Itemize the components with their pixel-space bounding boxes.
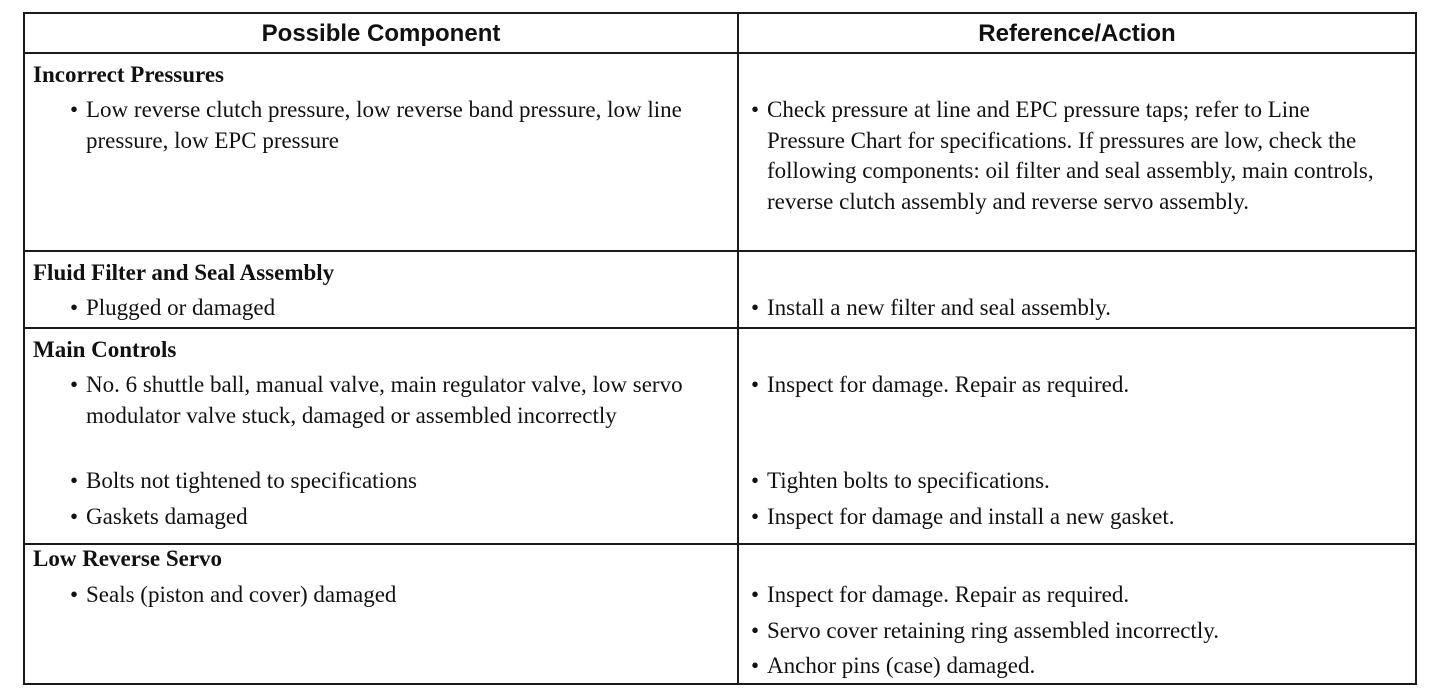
section-title: Incorrect Pressures [33, 62, 224, 87]
component-item: • Gaskets damaged [86, 502, 726, 533]
header-divider [25, 52, 1415, 54]
bullet-icon: • [70, 504, 79, 529]
action-item: • Inspect for damage. Repair as required. [767, 580, 1392, 611]
bullet-icon: • [751, 295, 760, 320]
column-divider [737, 14, 739, 683]
bullet-icon: • [751, 582, 760, 607]
action-item: • Tighten bolts to specifications. [767, 466, 1392, 497]
row-divider [25, 250, 1415, 252]
bullet-icon: • [751, 372, 760, 397]
bullet-icon: • [751, 504, 760, 529]
header-possible-component: Possible Component [261, 20, 501, 47]
bullet-icon: • [751, 97, 760, 122]
component-item: • Bolts not tightened to specifications [86, 466, 726, 497]
action-item: • Servo cover retaining ring assembled incorrectly. [767, 616, 1392, 647]
bullet-icon: • [70, 97, 79, 122]
action-item: • Anchor pins (case) damaged. [767, 651, 1392, 682]
action-item: • Inspect for damage. Repair as required. [767, 370, 1392, 401]
component-item: • No. 6 shuttle ball, manual valve, main regulator valve, low servo modulator valve stuck, damaged or assembled incorrectly [70, 372, 683, 428]
section-title: Main Controls [33, 337, 177, 362]
bullet-icon: • [70, 295, 79, 320]
diagnostic-table [23, 12, 1417, 685]
bullet-icon: • [751, 618, 760, 643]
component-item: • Seals (piston and cover) damaged [86, 580, 726, 611]
row-divider [25, 543, 1415, 545]
header-reference-action: Reference/Action [978, 20, 1176, 47]
section-title: Fluid Filter and Seal Assembly [33, 260, 335, 285]
action-item: • Check pressure at line and EPC pressure taps; refer to Line Pressure Chart for specifications. If pressures are low, check the following components: oil filter and seal assembly, main controls, reverse clutch assembly and reverse servo assembly. [751, 97, 1374, 214]
action-item: • Install a new filter and seal assembly. [767, 293, 1392, 324]
bullet-icon: • [70, 582, 79, 607]
component-item: • Low reverse clutch pressure, low reverse band pressure, low line pressure, low EPC pressure [70, 97, 682, 153]
bullet-icon: • [751, 468, 760, 493]
section-title: Low Reverse Servo [33, 546, 223, 571]
action-item: • Inspect for damage and install a new gasket. [767, 502, 1392, 533]
component-item: • Plugged or damaged [86, 293, 726, 324]
bullet-icon: • [751, 653, 760, 678]
bullet-icon: • [70, 372, 79, 397]
row-divider [25, 327, 1415, 329]
bullet-icon: • [70, 468, 79, 493]
